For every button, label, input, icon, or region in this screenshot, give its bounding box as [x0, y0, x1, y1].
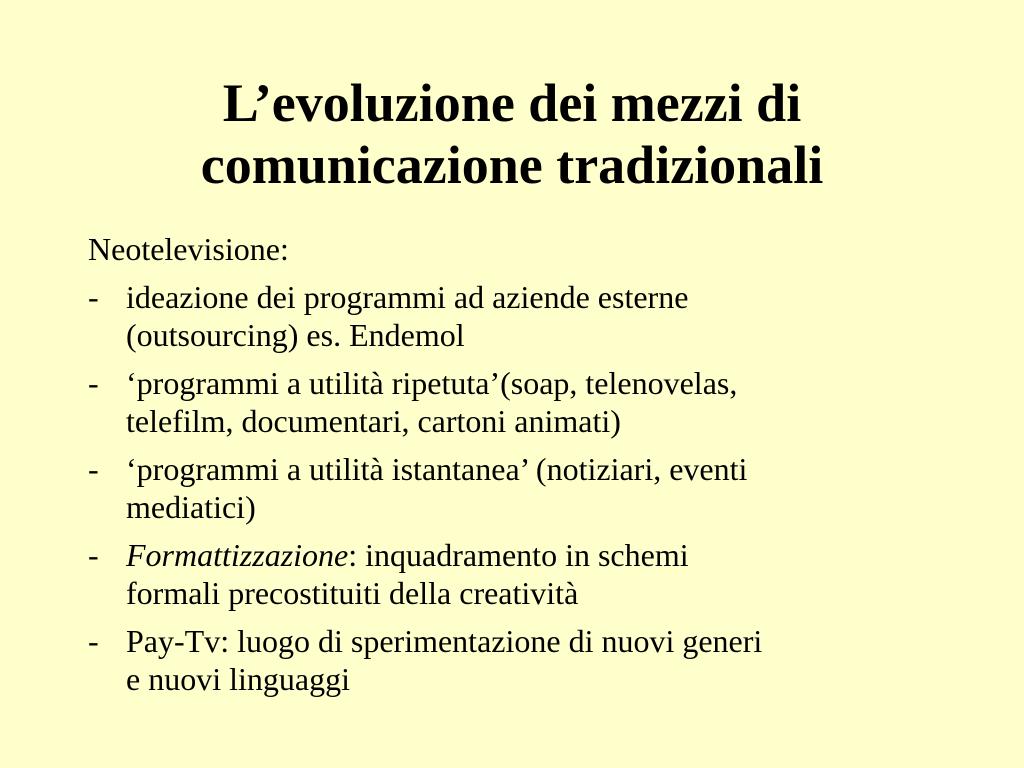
slide-title-line-2: comunicazione tradizionali — [200, 135, 824, 195]
bullet-line: (outsourcing) es. Endemol — [126, 317, 465, 353]
bullet-repeated-utility — [88, 364, 968, 440]
slide-title-line-1: L’evoluzione dei mezzi di — [222, 73, 802, 133]
bullet-formattizzazione — [88, 536, 968, 612]
dash-bullet-marker: - — [88, 365, 99, 401]
bullet-line — [126, 536, 968, 574]
dash-bullet-marker: - — [88, 279, 99, 315]
bullet-line: e nuovi linguaggi — [126, 661, 350, 697]
bullet-line: Pay-Tv: luogo di sperimentazione di nuovi generi — [126, 623, 763, 659]
dash-bullet-marker: - — [88, 623, 99, 659]
dash-bullet-marker: - — [88, 451, 99, 487]
slide-title — [60, 72, 964, 196]
intro-heading: Neotelevisione: — [88, 231, 289, 267]
bullet-outsourcing — [88, 278, 968, 354]
bullet-line: ‘programmi a utilità istantanea’ (notiziari, eventi — [126, 451, 748, 487]
slide-content — [88, 230, 968, 708]
bullet-line: mediatici) — [126, 489, 256, 525]
bullet-line: ideazione dei programmi ad aziende esterne — [126, 279, 689, 315]
bullet-instant-utility — [88, 450, 968, 526]
bullet-line: telefilm, documentari, cartoni animati) — [126, 403, 621, 439]
bullet-pay-tv — [88, 622, 968, 698]
bullet-line: ‘programmi a utilità ripetuta’(soap, telenovelas, — [126, 365, 738, 401]
italic-term: Formattizzazione — [126, 537, 349, 573]
bullet-line: formali precostituiti della creatività — [126, 575, 579, 611]
bullet-line-rest: : inquadramento in schemi — [348, 537, 689, 573]
bullet-list — [88, 278, 968, 698]
dash-bullet-marker: - — [88, 537, 99, 573]
